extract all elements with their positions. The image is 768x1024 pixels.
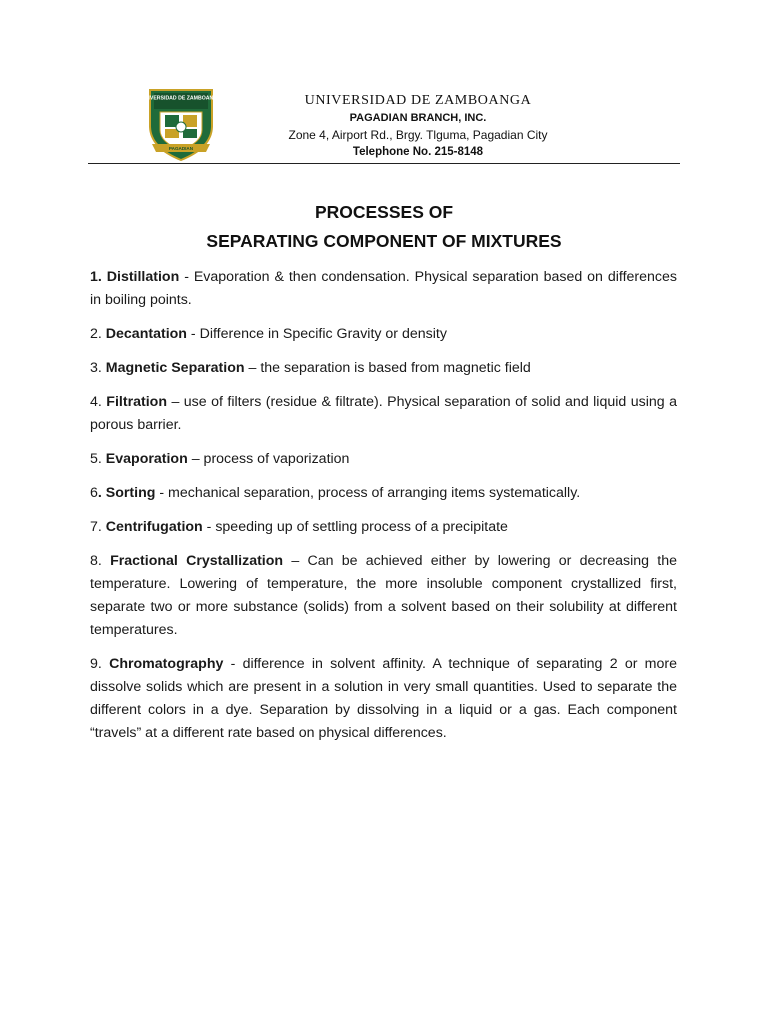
item-term: Distillation [106,269,180,285]
university-seal-logo [140,86,222,162]
list-item [90,482,677,505]
list-item [90,550,677,642]
item-description: – the separation is based from magnetic field [244,360,531,376]
item-term: Evaporation [105,451,188,467]
item-number: 3. [90,360,106,376]
item-description: - difference in solvent affinity. A technique of separating 2 or more dissolve solids which are present in a solution in very small quantities. Used to separate the different colors in a dye. Separation by dissolving in a liquid or a gas. Each component “travels” at a different rate based on physical differences. [90,656,677,741]
item-description: – Can be achieved either by lowering or decreasing the temperature. Lowering of temperature, the more insoluble component crystallized first, separate two or more substance (solids) from a solvent based on their solubility at different temperatures. [90,553,677,638]
address: Zone 4, Airport Rd., Brgy. Tlguma, Pagadian City [288,128,548,142]
university-name: UNIVERSIDAD DE ZAMBOANGA [304,93,532,108]
letterhead-text [218,92,618,161]
item-description: - mechanical separation, process of arranging items systematically. [155,485,581,501]
document-title [88,198,680,256]
item-number: 5. [90,451,106,467]
list-item [90,448,677,471]
list-item [90,357,677,380]
list-item [90,323,677,346]
item-number: 6 [90,485,98,501]
item-description: – use of filters (residue & filtrate). Physical separation of solid and liquid using a porous barrier. [90,394,678,433]
list-item [90,266,677,312]
item-number: 9. [90,656,110,672]
seal-text-bottom: PAGADIAN [168,146,194,151]
item-term: Filtration [106,394,167,410]
item-description: - Evaporation & then condensation. Physical separation based on differences in boiling points. [90,269,677,308]
header-divider [88,163,680,164]
branch-name: PAGADIAN BRANCH, INC. [349,112,487,124]
item-term: . Sorting [97,485,156,501]
item-description: - speeding up of settling process of a precipitate [202,519,508,535]
item-term: Chromatography [109,656,224,672]
item-term: Centrifugation [105,519,203,535]
item-description: - Difference in Specific Gravity or density [186,326,447,342]
title-line-1: PROCESSES OF [314,202,454,222]
letterhead [88,84,680,164]
seal-text-top: UNIVERSIDAD DE ZAMBOANGA [140,95,222,102]
process-list [90,266,677,756]
item-number: 2. [90,326,106,342]
item-number: 7. [90,519,106,535]
item-number: 4. [90,394,107,410]
item-number: 1. [90,269,107,285]
item-description: – process of vaporization [187,451,350,467]
telephone: Telephone No. 215-8148 [352,146,484,158]
item-term: Magnetic Separation [105,360,245,376]
list-item [90,516,677,539]
item-term: Fractional Crystallization [110,553,284,569]
item-term: Decantation [105,326,187,342]
list-item [90,653,677,745]
list-item [90,391,677,437]
item-number: 8. [90,553,111,569]
title-line-2: SEPARATING COMPONENT OF MIXTURES [206,231,562,251]
